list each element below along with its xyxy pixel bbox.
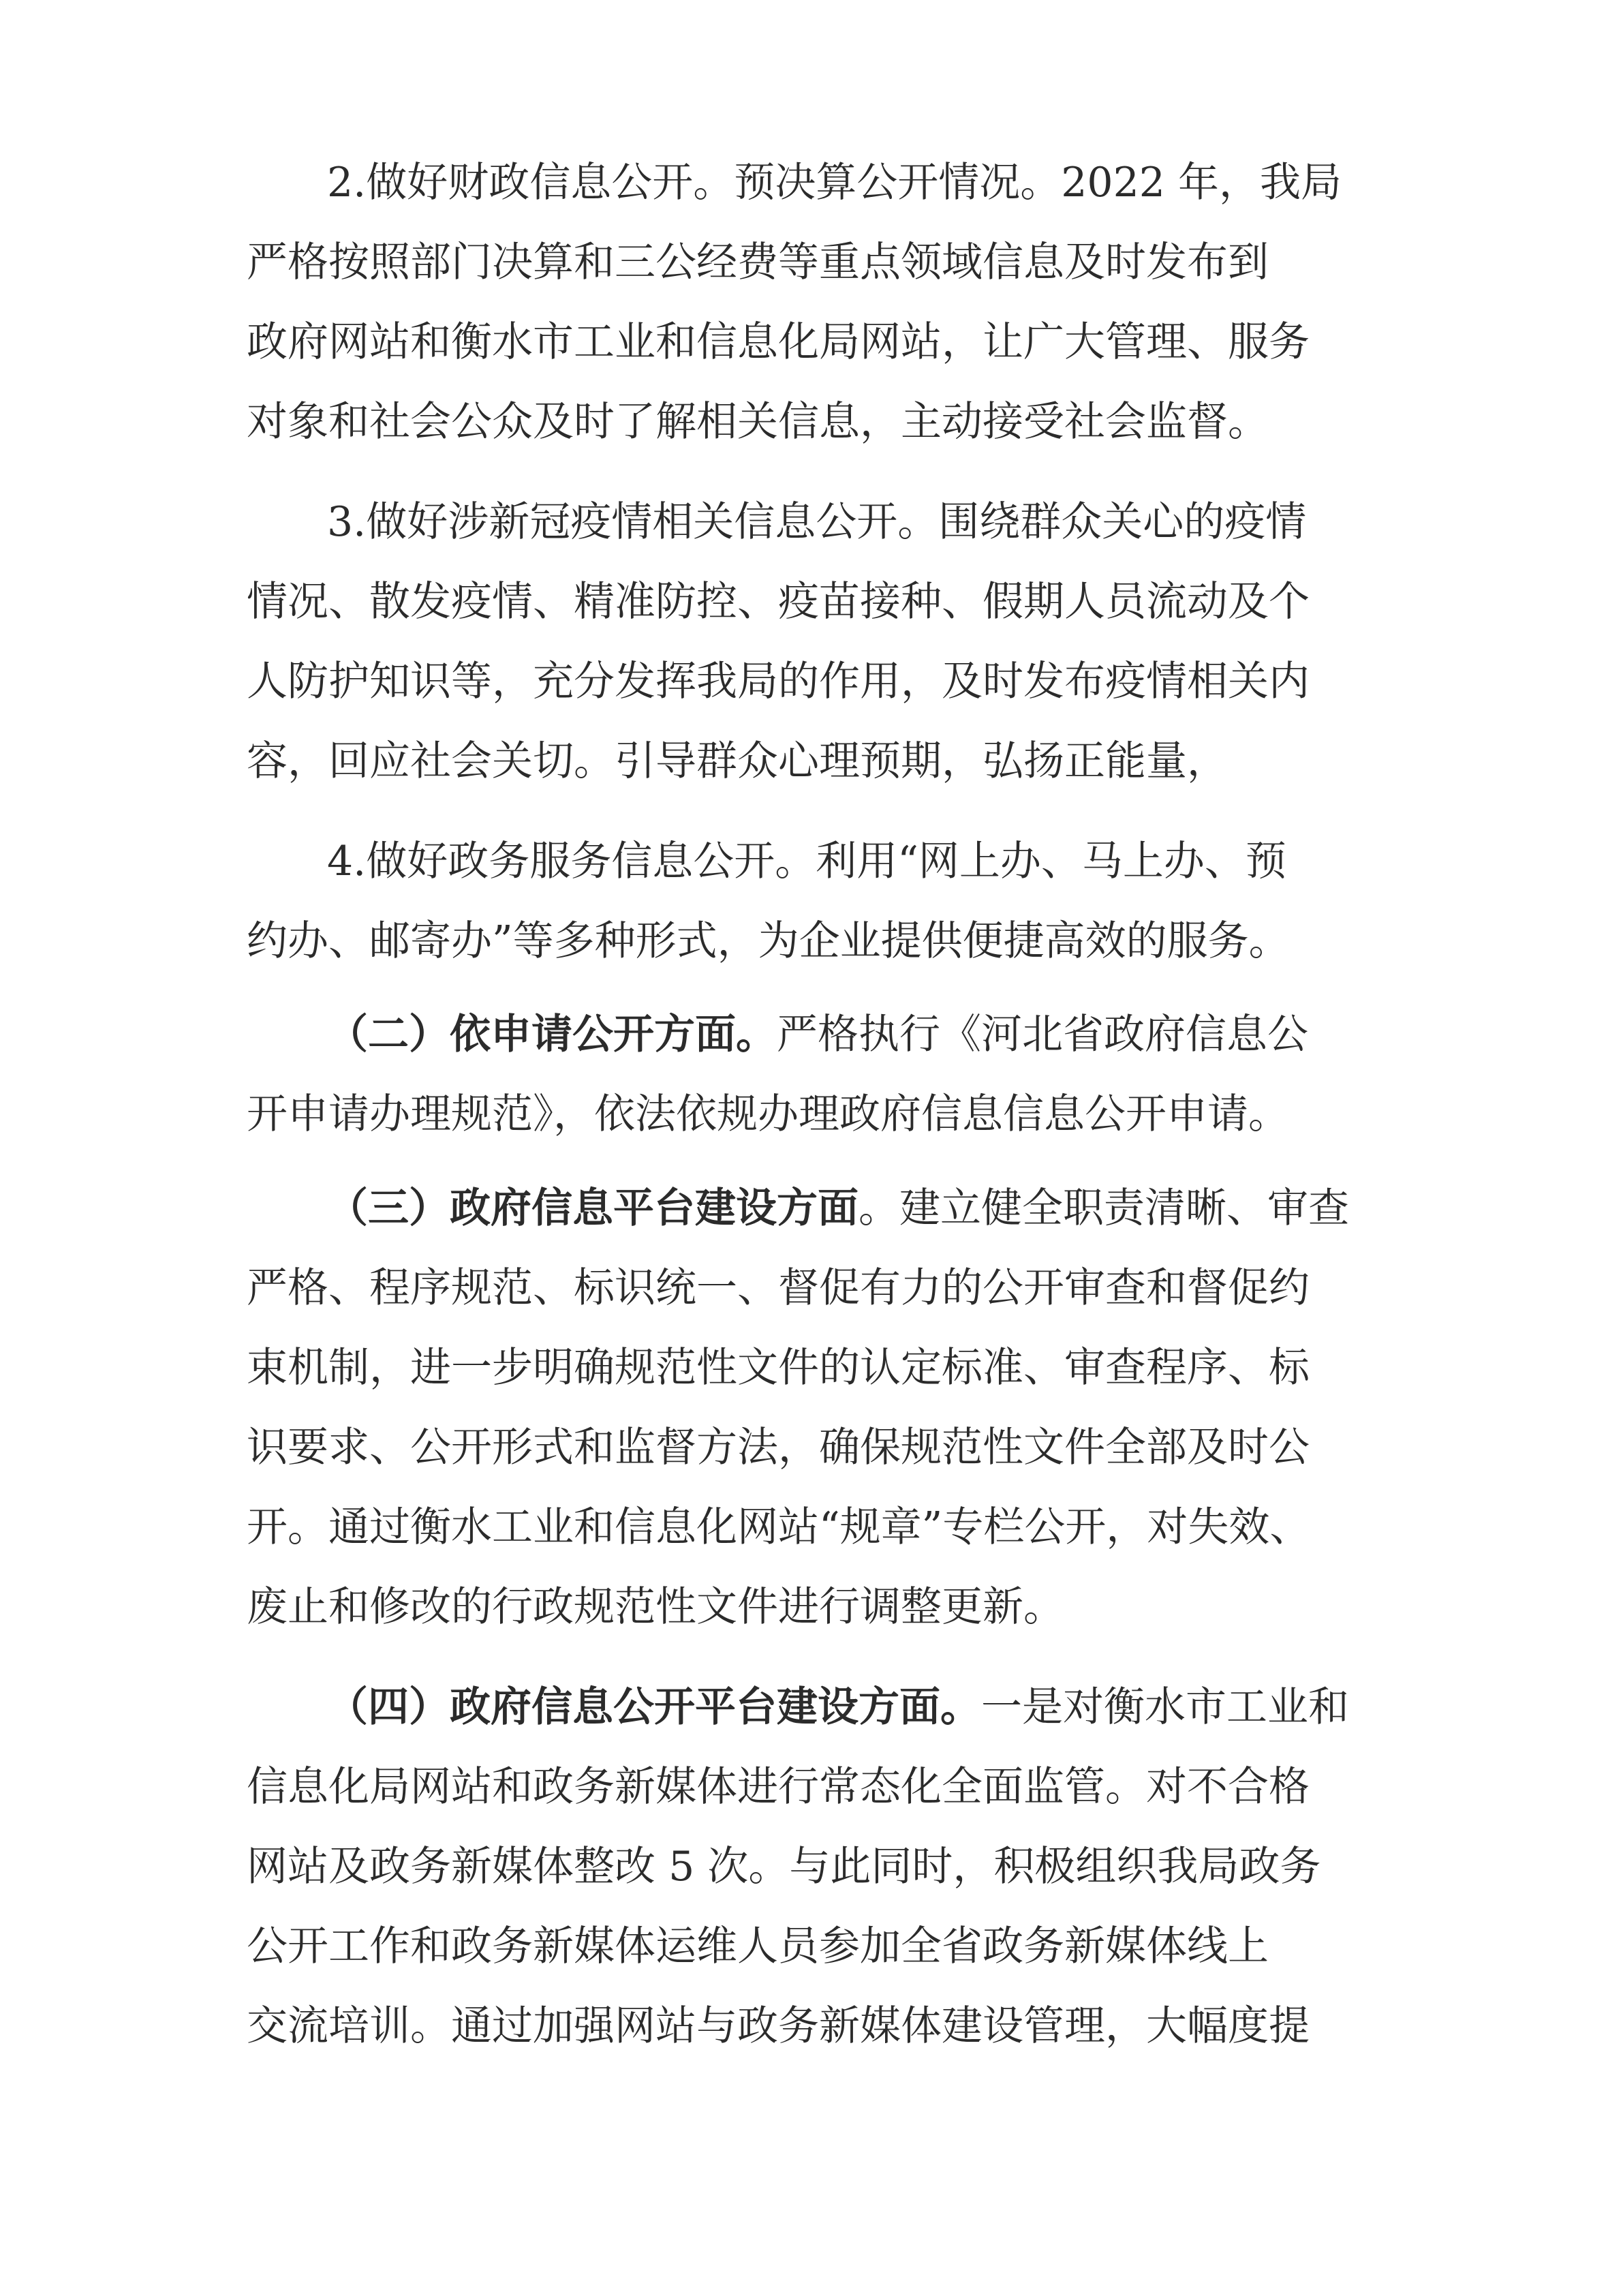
section-heading-disclosure-platform: （四）政府信息公开平台建设方面。 — [327, 1683, 981, 1731]
paragraph-6-line-3: 网站及政务新媒体整改 5 次。与此同时，积极组织我局政务 — [247, 1843, 1321, 1891]
paragraph-5-line-1-text: 。建立健全职责清晰、审查 — [859, 1184, 1349, 1232]
paragraph-5-line-1 — [327, 1173, 1378, 1244]
paragraph-1-line-3: 政府网站和衡水市工业和信息化局网站，让广大管理、服务 — [247, 318, 1310, 366]
section-heading-platform-construction: （三）政府信息平台建设方面 — [327, 1184, 859, 1232]
paragraph-6-line-2: 信息化局网站和政务新媒体进行常态化全面监管。对不合格 — [247, 1763, 1310, 1811]
paragraph-5-line-3: 束机制，进一步明确规范性文件的认定标准、审查程序、标 — [247, 1344, 1310, 1392]
paragraph-6-line-1 — [327, 1672, 1378, 1743]
paragraph-6-line-5: 交流培训。通过加强网站与政务新媒体建设管理，大幅度提 — [247, 2002, 1310, 2050]
section-heading-application-disclosure: （二）依申请公开方面。 — [327, 1011, 777, 1058]
paragraph-5-line-2: 严格、程序规范、标识统一、督促有力的公开审查和督促约 — [247, 1264, 1310, 1312]
paragraph-2-line-4: 容，回应社会关切。引导群众心理预期，弘扬正能量， — [247, 737, 1228, 785]
paragraph-4-line-1 — [327, 999, 1378, 1070]
paragraph-6-line-1-text: 一是对衡水市工业和 — [981, 1683, 1349, 1731]
paragraph-5-line-5: 开。通过衡水工业和信息化网站“规章”专栏公开，对失效、 — [247, 1503, 1311, 1551]
paragraph-3-line-1: 4.做好政务服务信息公开。利用“网上办、马上办、预 — [327, 838, 1286, 885]
paragraph-4-line-1-text: 严格执行《河北省政府信息公 — [777, 1011, 1308, 1058]
paragraph-5-line-6: 废止和修改的行政规范性文件进行调整更新。 — [247, 1583, 1064, 1631]
paragraph-6-line-4: 公开工作和政务新媒体运维人员参加全省政务新媒体线上 — [247, 1923, 1269, 1970]
paragraph-2-line-3: 人防护知识等，充分发挥我局的作用，及时发布疫情相关内 — [247, 658, 1310, 705]
paragraph-1-line-2: 严格按照部门决算和三公经费等重点领域信息及时发布到 — [247, 239, 1269, 286]
paragraph-5-line-4: 识要求、公开形式和监督方法，确保规范性文件全部及时公 — [247, 1424, 1310, 1471]
paragraph-1-line-4: 对象和社会公众及时了解相关信息，主动接受社会监督。 — [247, 398, 1269, 446]
paragraph-2-line-1: 3.做好涉新冠疫情相关信息公开。围绕群众关心的疫情 — [327, 498, 1307, 546]
paragraph-3-line-2: 约办、邮寄办”等多种形式，为企业提供便捷高效的服务。 — [247, 917, 1290, 965]
paragraph-2-line-2: 情况、散发疫情、精准防控、疫苗接种、假期人员流动及个 — [247, 578, 1310, 626]
paragraph-1-line-1: 2.做好财政信息公开。预决算公开情况。2022 年，我局 — [327, 159, 1342, 206]
paragraph-4-line-2: 开申请办理规范》，依法依规办理政府信息信息公开申请。 — [247, 1090, 1289, 1138]
